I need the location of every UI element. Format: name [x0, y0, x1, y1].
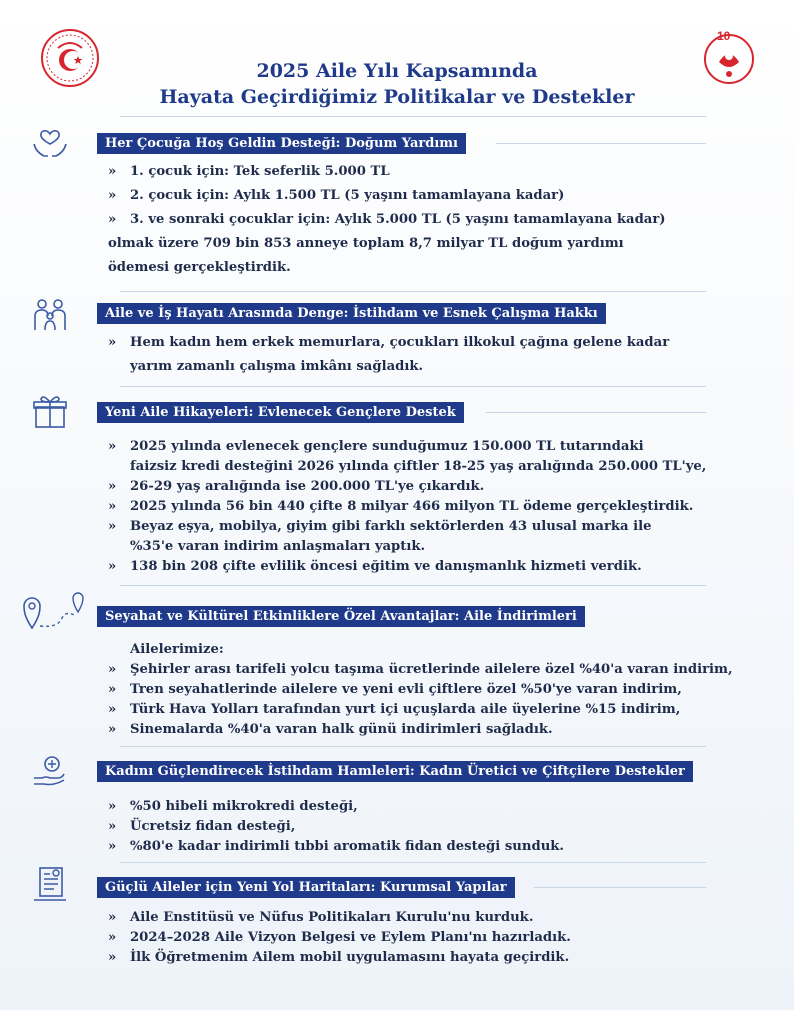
- section-divider: [120, 862, 706, 863]
- list-item: » 2024–2028 Aile Vizyon Belgesi ve Eylem Planı'nı hazırladık.: [108, 928, 768, 948]
- family-icon: [30, 294, 70, 334]
- section-divider: [120, 386, 706, 387]
- list-item: » %80'e kadar indirimli tıbbi aromatik fidan desteği sunduk.: [108, 837, 768, 857]
- page-title-line1: 2025 Aile Yılı Kapsamında: [256, 60, 538, 82]
- list-item: » 138 bin 208 çifte evlilik öncesi eğitim ve danışmanlık hizmeti verdik.: [108, 557, 768, 577]
- svg-text:10: 10: [717, 29, 731, 43]
- section-divider: [120, 291, 706, 292]
- list-item-continuation: yarım zamanlı çalışma imkânı sağladık.: [130, 359, 424, 374]
- list-item: » 2025 yılında evlenecek gençlere sunduğumuz 150.000 TL tutarındaki: [108, 437, 768, 457]
- section-header: Yeni Aile Hikayeleri: Evlenecek Gençlere Destek: [97, 402, 464, 423]
- section-header: Aile ve İş Hayatı Arasında Denge: İstihdam ve Esnek Çalışma Hakkı: [97, 303, 606, 324]
- list-item: » Tren seyahatlerinde ailelere ve yeni evli çiftlere özel %50'ye varan indirim,: [108, 680, 768, 700]
- section-items: [108, 437, 768, 577]
- list-item: » 2. çocuk için: Aylık 1.500 TL (5 yaşını tamamlayana kadar): [108, 184, 768, 208]
- list-lead: Ailelerimize:: [130, 642, 224, 657]
- list-item: » Sinemalarda %40'a varan halk günü indirimleri sağladık.: [108, 720, 768, 740]
- section-items: [108, 640, 768, 740]
- list-item: » İlk Öğretmenim Ailem mobil uygulamasını hayata geçirdik.: [108, 948, 768, 968]
- heart-hands-icon: [30, 122, 70, 162]
- location-route-icon: [18, 588, 90, 632]
- section-items: [108, 160, 768, 280]
- title-divider: [120, 116, 706, 117]
- section-header: Güçlü Aileler için Yeni Yol Haritaları: Kurumsal Yapılar: [97, 877, 515, 898]
- section-header: Her Çocuğa Hoş Geldin Desteği: Doğum Yardımı: [97, 133, 466, 154]
- plant-hand-icon: [30, 750, 70, 790]
- list-item: » Türk Hava Yolları tarafından yurt içi uçuşlarda aile üyelerine %15 indirim,: [108, 700, 768, 720]
- list-item: » 2025 yılında 56 bin 440 çifte 8 milyar 466 milyon TL ödeme gerçekleştirdik.: [108, 497, 768, 517]
- header-rule: [534, 887, 706, 888]
- list-item-continuation: %35'e varan indirim anlaşmaları yaptık.: [130, 539, 426, 554]
- list-item: » Hem kadın hem erkek memurlara, çocukları ilkokul çağına gelene kadar: [108, 331, 768, 355]
- section-divider: [120, 746, 706, 747]
- list-item-continuation: olmak üzere 709 bin 853 anneye toplam 8,7 milyar TL doğum yardımı: [108, 236, 624, 251]
- document-roadmap-icon: [30, 864, 70, 904]
- header-rule: [486, 412, 706, 413]
- list-item-continuation: faizsiz kredi desteğini 2026 yılında çiftler 18-25 yaş aralığında 250.000 TL'ye,: [130, 459, 707, 474]
- section-header: Seyahat ve Kültürel Etkinliklere Özel Avantajlar: Aile İndirimleri: [97, 606, 585, 627]
- page-title-line2: Hayata Geçirdiğimiz Politikalar ve Destekler: [159, 86, 635, 108]
- list-item: » 3. ve sonraki çocuklar için: Aylık 5.000 TL (5 yaşını tamamlayana kadar): [108, 208, 768, 232]
- list-item: » 1. çocuk için: Tek seferlik 5.000 TL: [108, 160, 768, 184]
- section-header: Kadını Güçlendirecek İstihdam Hamleleri: Kadın Üretici ve Çiftçilere Destekler: [97, 761, 693, 782]
- section-items: [108, 797, 768, 857]
- list-item: » %50 hibeli mikrokredi desteği,: [108, 797, 768, 817]
- list-item-continuation: ödemesi gerçekleştirdik.: [108, 260, 291, 275]
- header-rule: [496, 143, 706, 144]
- section-divider: [120, 585, 706, 586]
- list-item: » Şehirler arası tarifeli yolcu taşıma ücretlerinde ailelere özel %40'a varan indirim,: [108, 660, 768, 680]
- list-item: » Beyaz eşya, mobilya, giyim gibi farklı sektörlerden 43 ulusal marka ile: [108, 517, 768, 537]
- gift-box-icon: [30, 391, 70, 431]
- list-item: » Ücretsiz fidan desteği,: [108, 817, 768, 837]
- list-item: » Aile Enstitüsü ve Nüfus Politikaları Kurulu'nu kurduk.: [108, 908, 768, 928]
- list-item: » 26-29 yaş aralığında ise 200.000 TL'ye çıkardık.: [108, 477, 768, 497]
- section-items: [108, 331, 768, 379]
- section-items: [108, 908, 768, 968]
